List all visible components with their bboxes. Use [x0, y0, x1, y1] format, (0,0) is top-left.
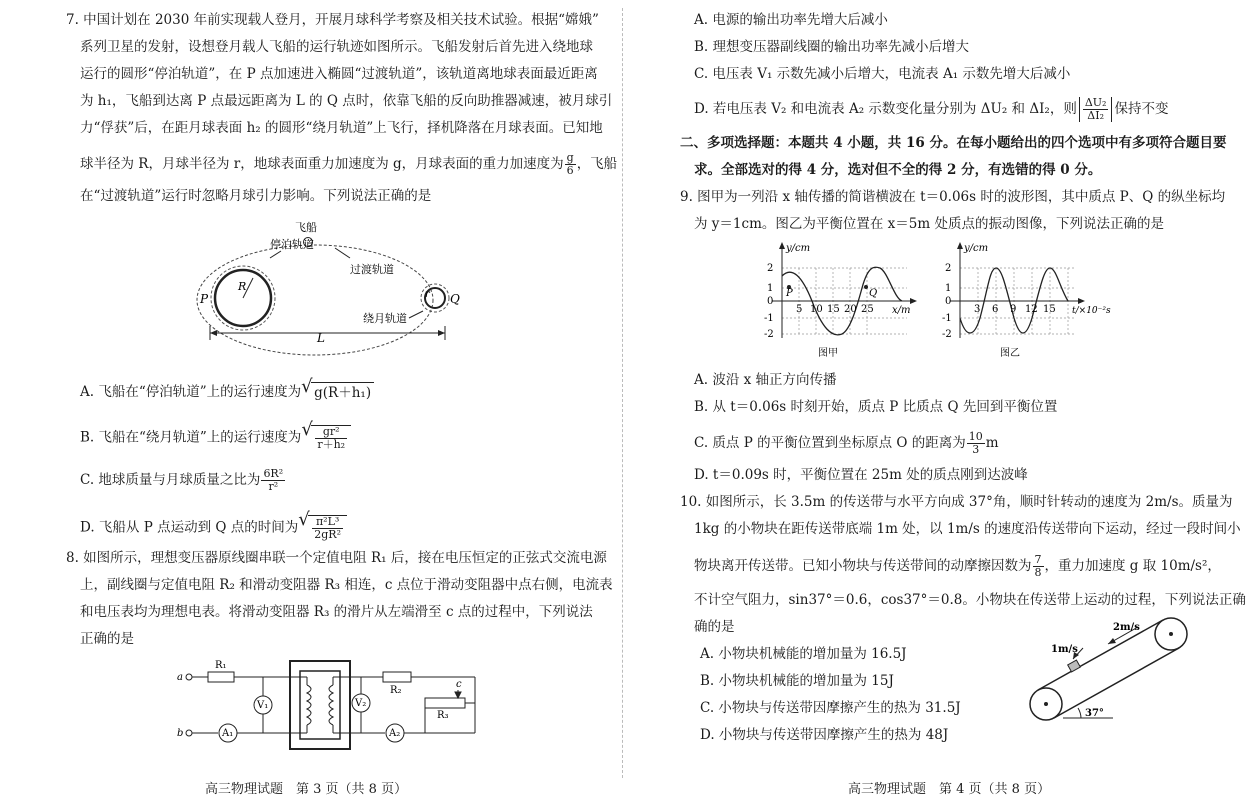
graph-yi-xtick: 12: [1025, 304, 1038, 315]
section-2-line-2: 求。全部选对的得 4 分，选对但不全的得 2 分，有选错的得 0 分。: [694, 162, 1102, 178]
q8-option-c: C. 电压表 V₁ 示数先减小后增大，电流表 A₁ 示数先增大后减小: [694, 66, 1071, 82]
mu-fraction: [1033, 554, 1044, 579]
frac-den: 3: [972, 443, 980, 456]
q9-line-1: 9. 图甲为一列沿 x 轴传播的简谐横波在 t＝0.06s 时的波形图，其中质点 P、Q 的纵坐标均: [680, 189, 1226, 205]
moon-radius-label: r: [425, 289, 430, 300]
graph-yi-caption: 图乙: [1000, 348, 1020, 359]
q8-option-b: B. 理想变压器副线圈的输出功率先减小后增大: [694, 39, 970, 55]
q7-option-a: [80, 382, 374, 403]
graph-yi-ytick: -1: [942, 313, 952, 324]
point-p-label: P: [786, 288, 793, 299]
graph-yi-ytick: 1: [945, 283, 952, 294]
block-velocity-label: 1m/s: [1051, 644, 1078, 655]
q7-line-4: 为 h₁，飞船到达离 P 点最远距离为 L 的 Q 点时，依靠飞船的反向助推器减速，被月球引: [80, 93, 613, 109]
graph-yi-ytick: -2: [942, 329, 952, 340]
q7-line-6-tail: ，飞船: [576, 156, 618, 172]
graph-jia-xtick: 15: [827, 304, 840, 315]
graph-yi-ylabel: y/cm: [964, 243, 989, 254]
fraction: [315, 426, 347, 451]
q10-line-3-text: 物块离开传送带。已知小物块与传送带间的动摩擦因数为: [694, 558, 1032, 574]
q8-option-d: [694, 97, 1168, 122]
graph-jia-ytick: -1: [764, 313, 774, 324]
q8-line-3: 和电压表均为理想电表。将滑动变阻器 R₃ 的滑片从左端滑至 c 点的过程中，下列说法: [80, 604, 593, 620]
graph-jia-ytick: 1: [767, 283, 774, 294]
q7-line-6: [80, 152, 617, 177]
fraction: [261, 468, 285, 493]
graph-yi-xtick: 15: [1043, 304, 1056, 315]
r1-label: R₁: [215, 660, 227, 671]
option-c-tail: m: [985, 435, 999, 451]
r2-label: R₂: [390, 685, 402, 696]
frac-num: ΔU₂: [1084, 96, 1107, 109]
frac-num: 6R²: [263, 467, 284, 480]
terminal-b-label: b: [177, 728, 184, 739]
q9-option-a: A. 波沿 x 轴正方向传播: [694, 372, 837, 388]
q9-option-b: B. 从 t＝0.06s 时刻开始，质点 P 比质点 Q 先回到平衡位置: [694, 399, 1058, 415]
point-p-label: P: [200, 292, 209, 306]
graph-jia-ytick: -2: [764, 329, 774, 340]
belt-velocity-label: 2m/s: [1113, 622, 1140, 633]
conveyor-belt-diagram: [1023, 612, 1193, 727]
fraction: [1083, 97, 1109, 122]
frac-num: 10: [968, 430, 983, 443]
option-b-text: B. 飞船在“绕月轨道”上的运行速度为: [80, 429, 302, 446]
option-d-tail: 保持不变: [1114, 101, 1169, 117]
graph-yi-xtick: 6: [992, 304, 999, 315]
graph-yi-ytick: 0: [945, 296, 952, 307]
q8-line-1: 8. 如图所示，理想变压器原线圈串联一个定值电阻 R₁ 后，接在电压恒定的正弦式交流电源: [66, 550, 607, 566]
q7-option-b: [80, 425, 351, 451]
frac-den: 6: [566, 164, 574, 177]
graph-yi-xlabel: t/×10⁻²s: [1072, 306, 1111, 316]
a2-label: A₂: [389, 728, 401, 739]
q8-line-2: 上，副线圈与定值电阻 R₂ 和滑动变阻器 R₃ 相连，c 点位于滑动变阻器中点右侧，电流表: [80, 577, 613, 593]
sqrt-expression: [308, 515, 347, 541]
graph-jia-xtick: 25: [861, 304, 874, 315]
q10-option-d: D. 小物块与传送带因摩擦产生的热为 48J: [700, 727, 949, 743]
q9-option-d: D. t＝0.09s 时，平衡位置在 25m 处的质点刚到达波峰: [694, 467, 1028, 483]
page-divider: [622, 8, 623, 778]
terminal-a-label: a: [177, 672, 183, 683]
frac-den: 2gR²: [314, 528, 341, 541]
q7-line-6-text: 球半径为 R，月球半径为 r，地球表面重力加速度为 g，月球表面的重力加速度为: [80, 156, 564, 172]
v2-label: V₂: [355, 698, 367, 709]
section-2-line-1: 二、多项选择题：本题共 4 小题，共 16 分。在每小题给出的四个选项中有多项符合题目要: [680, 135, 1227, 151]
graph-jia-ytick: 2: [767, 263, 774, 274]
g-over-6-fraction: [565, 152, 576, 177]
q10-option-c: C. 小物块与传送带因摩擦产生的热为 31.5J: [700, 700, 961, 716]
q10-line-1: 10. 如图所示，长 3.5m 的传送带与水平方向成 37°角，顺时针转动的速度为 2m/s。质量为: [680, 494, 1233, 510]
q10-option-a: A. 小物块机械能的增加量为 16.5J: [700, 646, 907, 662]
option-c-text: C. 质点 P 的平衡位置到坐标原点 O 的距离为: [694, 435, 966, 451]
vibration-graph-yi: [940, 238, 1120, 360]
point-c-label: c: [456, 679, 462, 690]
option-d-text: D. 若电压表 V₂ 和电流表 A₂ 示数变化量分别为 ΔU₂ 和 ΔI₂，则: [694, 101, 1077, 117]
graph-jia-caption: 图甲: [818, 348, 838, 359]
q7-line-7: 在“过渡轨道”运行时忽略月球引力影响。下列说法正确的是: [80, 188, 432, 204]
frac-num: √ π²L³: [312, 516, 343, 529]
angle-label: 37°: [1085, 708, 1104, 719]
orbit-diagram: [195, 218, 465, 358]
r3-label: R₃: [437, 710, 449, 721]
point-q-label: Q: [869, 288, 878, 299]
frac-den: ΔI₂: [1087, 109, 1104, 122]
q10-line-2: 1kg 的小物块在距传送带底端 1m 处，以 1m/s 的速度沿传送带向下运动，经过一段时间小: [694, 521, 1241, 537]
radicand: g(R＋h₁): [314, 385, 372, 401]
graph-yi-ytick: 2: [945, 263, 952, 274]
option-a-text: A. 飞船在“停泊轨道”上的运行速度为: [80, 384, 302, 400]
transfer-orbit-label: 过渡轨道: [350, 263, 394, 276]
right-page-footer: 高三物理试题 第 4 页（共 8 页）: [848, 782, 1051, 797]
v1-label: V₁: [257, 700, 269, 711]
q7-option-d: [80, 515, 347, 541]
ship-label: 飞船: [295, 221, 317, 234]
distance-l-label: L: [317, 331, 325, 345]
frac-num: √ gr²: [315, 426, 347, 439]
left-page-footer: 高三物理试题 第 3 页（共 8 页）: [205, 782, 408, 797]
frac-den: r＋h₂: [317, 438, 346, 451]
frac-den: 8: [1034, 566, 1042, 579]
graph-jia-xlabel: x/m: [892, 305, 911, 316]
parking-orbit-label: 停泊轨道: [270, 238, 314, 251]
q10-line-5: 确的是: [694, 619, 735, 635]
graph-jia-xtick: 20: [844, 304, 857, 315]
abs-value: [1079, 97, 1113, 122]
q7-line-5: 力“俘获”后，在距月球表面 h₂ 的圆形“绕月轨道”上飞行，择机降落在月球表面。已知地: [80, 120, 603, 136]
a1-label: A₁: [222, 728, 234, 739]
wave-graph-jia: [762, 238, 932, 360]
sqrt-expression: [311, 382, 374, 403]
q10-option-b: B. 小物块机械能的增加量为 15J: [700, 673, 894, 689]
q10-line-3: [694, 554, 1221, 579]
frac-num: g: [566, 151, 574, 164]
sqrt-expression: [311, 425, 351, 451]
graph-jia-ytick: 0: [767, 296, 774, 307]
fraction: [312, 516, 343, 541]
q10-line-3-tail: ，重力加速度 g 取 10m/s²，: [1044, 558, 1221, 574]
q7-option-c: [80, 468, 286, 493]
graph-jia-xtick: 5: [796, 304, 803, 315]
graph-jia-xtick: 10: [810, 304, 823, 315]
earth-radius-label: R: [238, 280, 247, 293]
q7-line-1: 7. 中国计划在 2030 年前实现载人登月，开展月球科学考察及相关技术试验。根据“嫦娥”: [66, 12, 599, 28]
lunar-orbit-label: 绕月轨道: [363, 312, 407, 325]
option-d-text: D. 飞船从 P 点运动到 Q 点的时间为: [80, 519, 299, 536]
transformer-circuit: [175, 655, 480, 753]
graph-jia-ylabel: y/cm: [786, 243, 811, 254]
q7-line-3: 运行的圆形“停泊轨道”，在 P 点加速进入椭圆“过渡轨道”，该轨道离地球表面最近距离: [80, 66, 598, 82]
q7-line-2: 系列卫星的发射，设想登月载人飞船的运行轨迹如图所示。飞船发射后首先进入绕地球: [80, 39, 593, 55]
q8-option-a: A. 电源的输出功率先增大后减小: [694, 12, 888, 28]
graph-yi-xtick: 3: [974, 304, 981, 315]
q10-line-4: 不计空气阻力，sin37°＝0.6，cos37°＝0.8。小物块在传送带上运动的过程，下列说法正确: [694, 592, 1246, 608]
frac-num: 7: [1034, 553, 1042, 566]
graph-yi-xtick: 9: [1010, 304, 1017, 315]
q9-option-c: [694, 431, 999, 456]
q8-line-4: 正确的是: [80, 631, 134, 647]
q9-line-2: 为 y＝1cm。图乙为平衡位置在 x＝5m 处质点的振动图像，下列说法正确的是: [694, 216, 1164, 232]
frac-den: r²: [268, 480, 279, 493]
option-c-text: C. 地球质量与月球质量之比为: [80, 472, 261, 488]
point-q-label: Q: [450, 292, 460, 306]
fraction: [967, 431, 985, 456]
